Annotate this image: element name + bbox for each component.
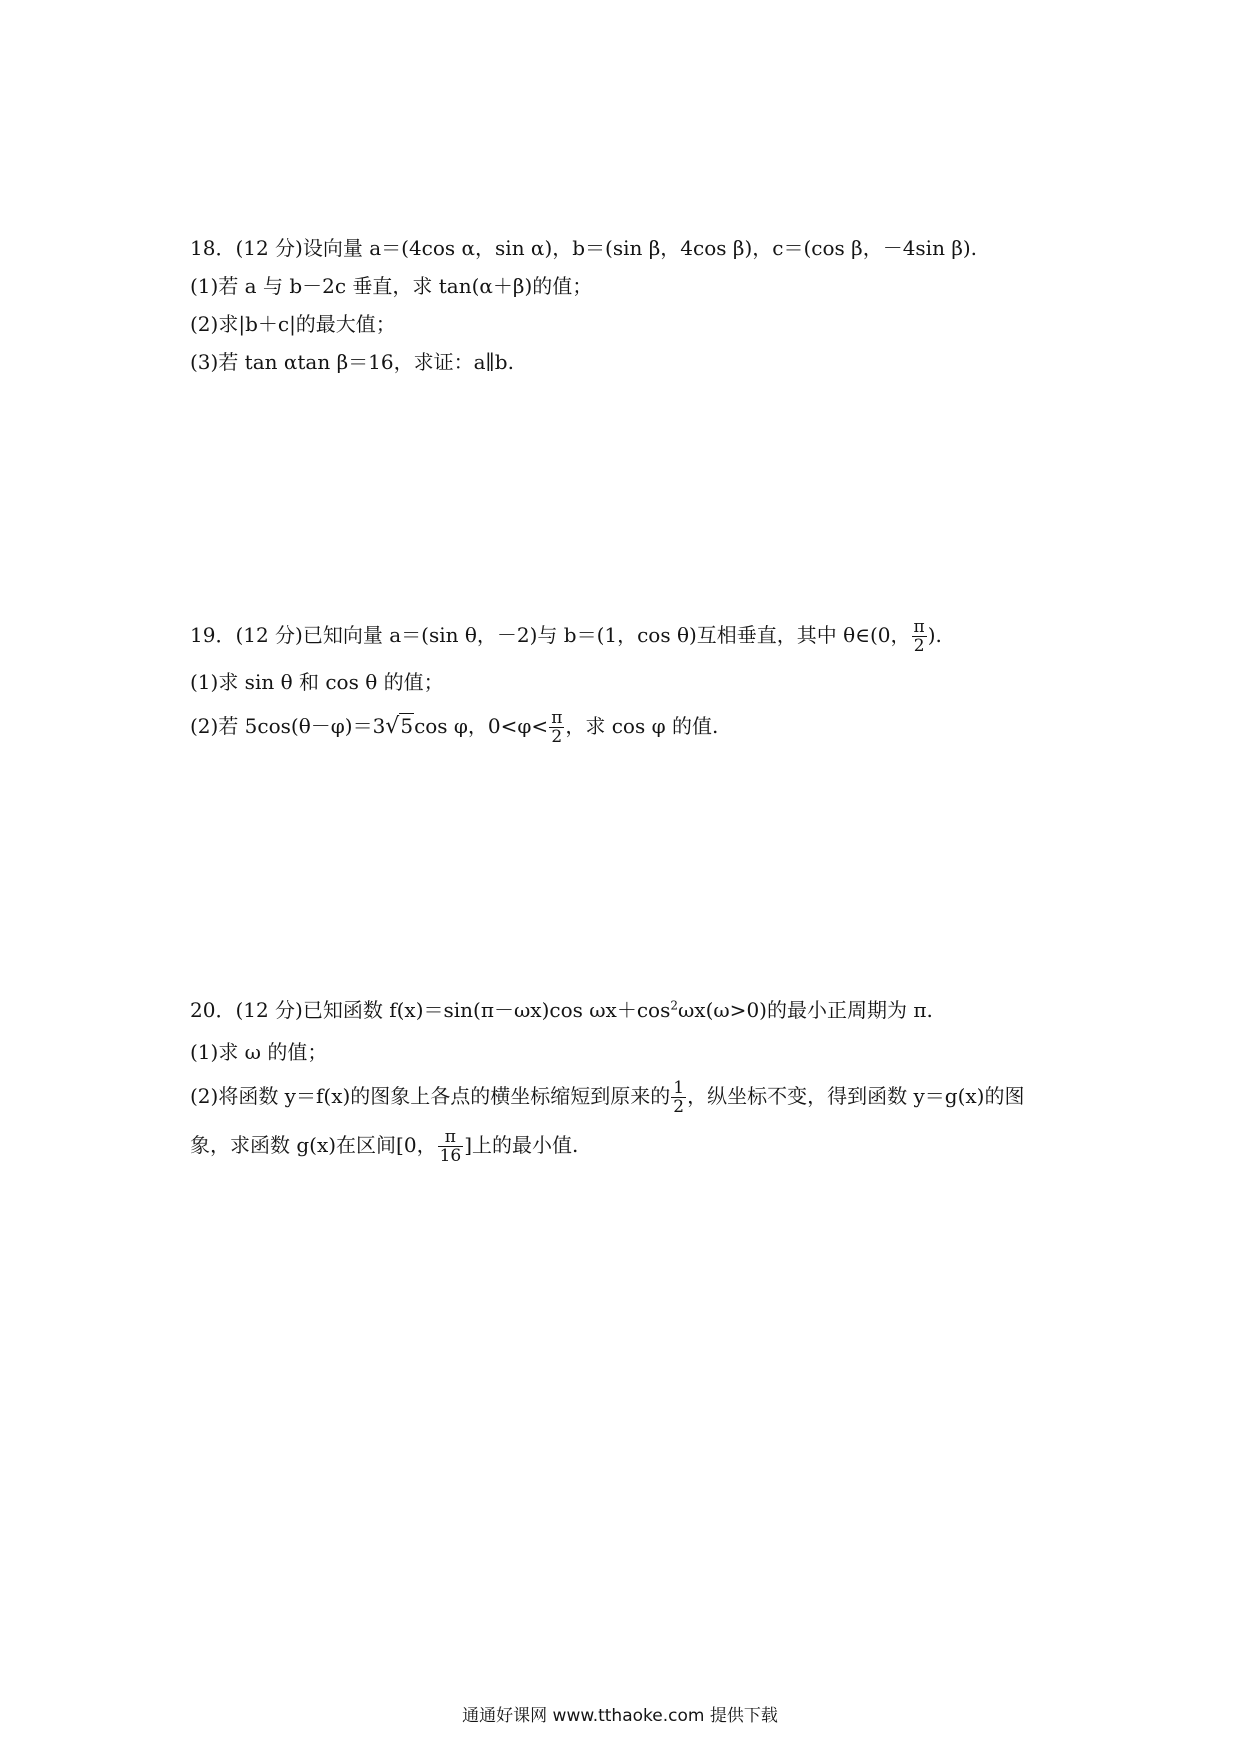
sqrt-symbol: √5 <box>385 714 414 739</box>
question-20 <box>190 995 1024 1165</box>
q19-part2-fraction <box>549 709 564 746</box>
q19-stem-text: 19．(12 分)已知向量 a＝(sin θ，－2)与 b＝(1，cos θ)互相垂直，其中 θ∈(0， <box>190 623 911 647</box>
q20-part2-line2 <box>190 1128 1024 1165</box>
q20-stem-end: ωx(ω>0)的最小正周期为 π. <box>677 998 933 1022</box>
q20-part2-fraction-2 <box>438 1128 464 1165</box>
q18-part2: (2)求|b＋c|的最大值； <box>190 312 396 336</box>
q20-part2-text: (2)将函数 y＝f(x)的图象上各点的横坐标缩短到原来的 <box>190 1084 671 1108</box>
fraction-numerator: π <box>438 1128 464 1147</box>
q20-part1: (1)求 ω 的值； <box>190 1040 328 1064</box>
q19-stem <box>190 618 942 655</box>
q20-part2-end: ]上的最小值. <box>464 1133 579 1157</box>
fraction-denominator: 2 <box>913 636 925 656</box>
q20-part2-fraction <box>671 1079 686 1116</box>
fraction-denominator: 2 <box>673 1097 685 1117</box>
q19-part2 <box>190 709 942 746</box>
q18-part3: (3)若 tan αtan β＝16，求证：a∥b. <box>190 350 514 374</box>
fraction-denominator: 2 <box>551 727 563 747</box>
question-18 <box>190 233 977 377</box>
q20-part2-line1 <box>190 1079 1024 1116</box>
q19-part1: (1)求 sin θ 和 cos θ 的值； <box>190 670 444 694</box>
sqrt-argument: 5 <box>400 714 414 738</box>
q18-part1: (1)若 a 与 b－2c 垂直，求 tan(α＋β)的值； <box>190 274 593 298</box>
fraction-numerator: π <box>551 708 563 728</box>
q19-part2-end: ，求 cos φ 的值. <box>565 714 719 738</box>
q20-part2-cont: 象，求函数 g(x)在区间[0， <box>190 1133 437 1157</box>
fraction-numerator: 1 <box>673 1078 685 1098</box>
q19-part2-mid: cos φ，0<φ< <box>414 714 549 738</box>
q20-stem <box>190 995 1024 1025</box>
q18-stem: 18．(12 分)设向量 a＝(4cos α，sin α)，b＝(sin β，4cos β)，c＝(cos β，－4sin β). <box>190 236 978 260</box>
q19-part2-text: (2)若 5cos(θ－φ)＝3 <box>190 714 386 738</box>
q20-stem-text: 20．(12 分)已知函数 f(x)＝sin(π－ωx)cos ωx＋cos <box>190 998 671 1022</box>
q20-part2-mid: ，纵坐标不变，得到函数 y＝g(x)的图 <box>687 1084 1025 1108</box>
q19-stem-fraction <box>912 618 927 655</box>
footer-text: 通通好课网 www.tthaoke.com 提供下载 <box>462 1706 778 1726</box>
question-19 <box>190 618 942 746</box>
q20-exponent: 2 <box>670 998 678 1013</box>
fraction-numerator: π <box>913 617 925 637</box>
q19-stem-end: ). <box>927 623 942 647</box>
fraction-denominator: 16 <box>439 1146 462 1166</box>
